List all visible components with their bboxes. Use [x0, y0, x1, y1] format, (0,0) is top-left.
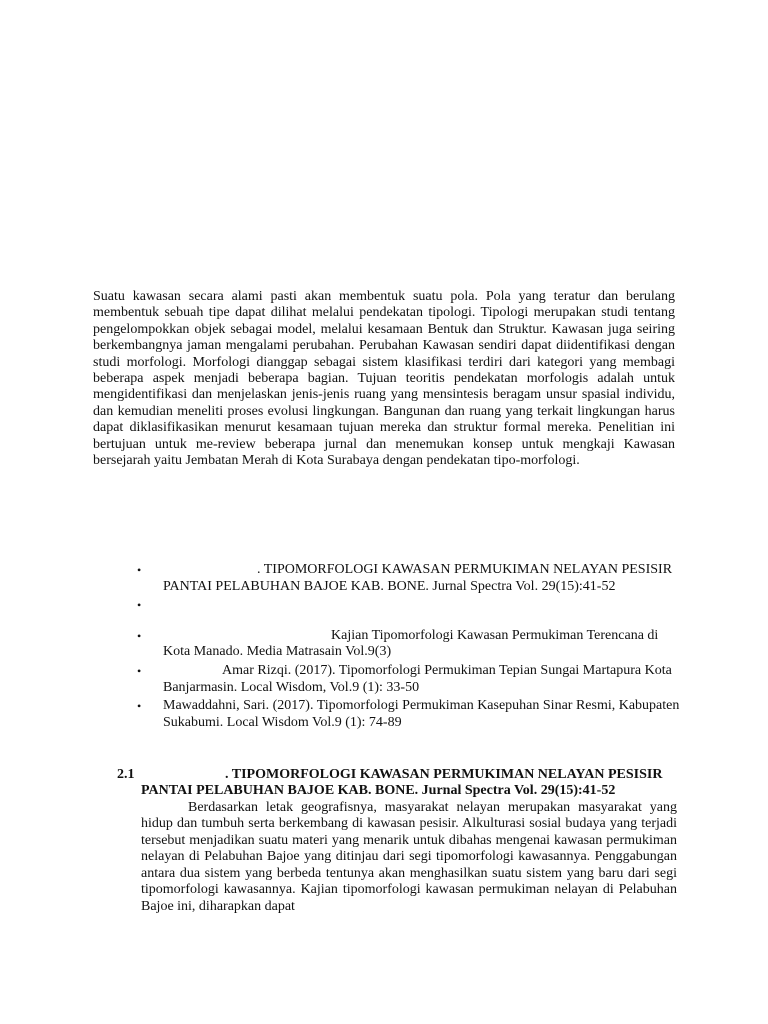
reference-list: [137, 562, 683, 731]
reference-item: [137, 698, 683, 731]
bullet-icon: •: [137, 598, 142, 613]
reference-text: Amar Rizqi. (2017). Tipomorfologi Permukiman Tepian Sungai Martapura Kota Banjarmasin. Local Wisdom, Vol.9 (1): 33-50: [163, 662, 672, 695]
bullet-icon: •: [137, 628, 142, 643]
reference-item: [137, 627, 683, 661]
intro-paragraph: Suatu kawasan secara alami pasti akan membentuk suatu pola. Pola yang teratur dan berulang membentuk sebuah tipe dapat dilihat melalui pendekatan tipologi. Tipologi merupakan studi tentang pengelompokkan objek sebagai model, melalui kesamaan Bentuk dan Struktur. Kawasan juga seiring berkembangnya jaman mengalami perubahan. Perubahan Kawasan sendiri dapat diidentifikasi dengan studi morfologi. Morfologi dianggap sebagai sistem klasifikasi terdiri dari kategori yang membagi beberapa aspek menjadi beberapa bagian. Tujuan teoritis pendekatan morfologis adalah untuk mengidentifikasi dan menjelaskan jenis-jenis ruang yang mensintesis beragam unsur spasial individu, dan kemudian meneliti proses evolusi lingkungan. Bangunan dan ruang yang terkait lingkungan harus dapat diklasifikasikan menurut kesamaan tujuan mereka dan struktur formal mereka. Penelitian ini bertujuan untuk me-review beberapa jurnal dan menemukan konsep untuk mengkaji Kawasan bersejarah yaitu Jembatan Merah di Kota Surabaya dengan pendekatan tipo-morfologi.: [93, 289, 675, 469]
bullet-icon: •: [137, 663, 142, 678]
section-heading-text: . TIPOMORFOLOGI KAWASAN PERMUKIMAN NELAYAN PESISIR PANTAI PELABUHAN BAJOE KAB. BONE. Jurnal Spectra Vol. 29(15):41-52: [141, 767, 663, 799]
reference-text: Mawaddahni, Sari. (2017). Tipomorfologi Permukiman Kasepuhan Sinar Resmi, Kabupaten Sukabumi. Local Wisdom Vol.9 (1): 74-89: [163, 698, 680, 730]
reference-item: [137, 597, 683, 614]
section-number: 2.1: [117, 767, 135, 782]
reference-item: [137, 562, 683, 595]
section-body: Berdasarkan letak geografisnya, masyarakat nelayan merupakan masyarakat yang hidup dan tumbuh serta berkembang di kawasan pesisir. Alkulturasi sosial budaya yang terjadi tersebut menjadikan suatu materi yang menarik untuk dibahas mengenai kawasan permukiman nelayan di Pelabuhan Bajoe yang ditinjau dari segi tipomorfologi kawasannya. Penggabungan antara dua sistem yang berbeda tentunya akan menghasilkan suatu sistem yang baru dari segi tipomorfologi kawasannya. Kajian tipomorfologi kawasan permukiman nelayan di Pelabuhan Bajoe ini, diharapkan dapat: [141, 799, 677, 914]
bullet-icon: •: [137, 563, 142, 577]
section-heading: [141, 767, 677, 800]
reference-text: . TIPOMORFOLOGI KAWASAN PERMUKIMAN NELAYAN PESISIR PANTAI PELABUHAN BAJOE KAB. BONE. Jurnal Spectra Vol. 29(15):41-52: [163, 562, 673, 594]
reference-text: Kajian Tipomorfologi Kawasan Permukiman Terencana di Kota Manado. Media Matrasain Vol.9(3): [163, 627, 659, 660]
section-2-1: [117, 767, 677, 915]
reference-item: [137, 662, 683, 696]
bullet-icon: •: [137, 699, 142, 714]
